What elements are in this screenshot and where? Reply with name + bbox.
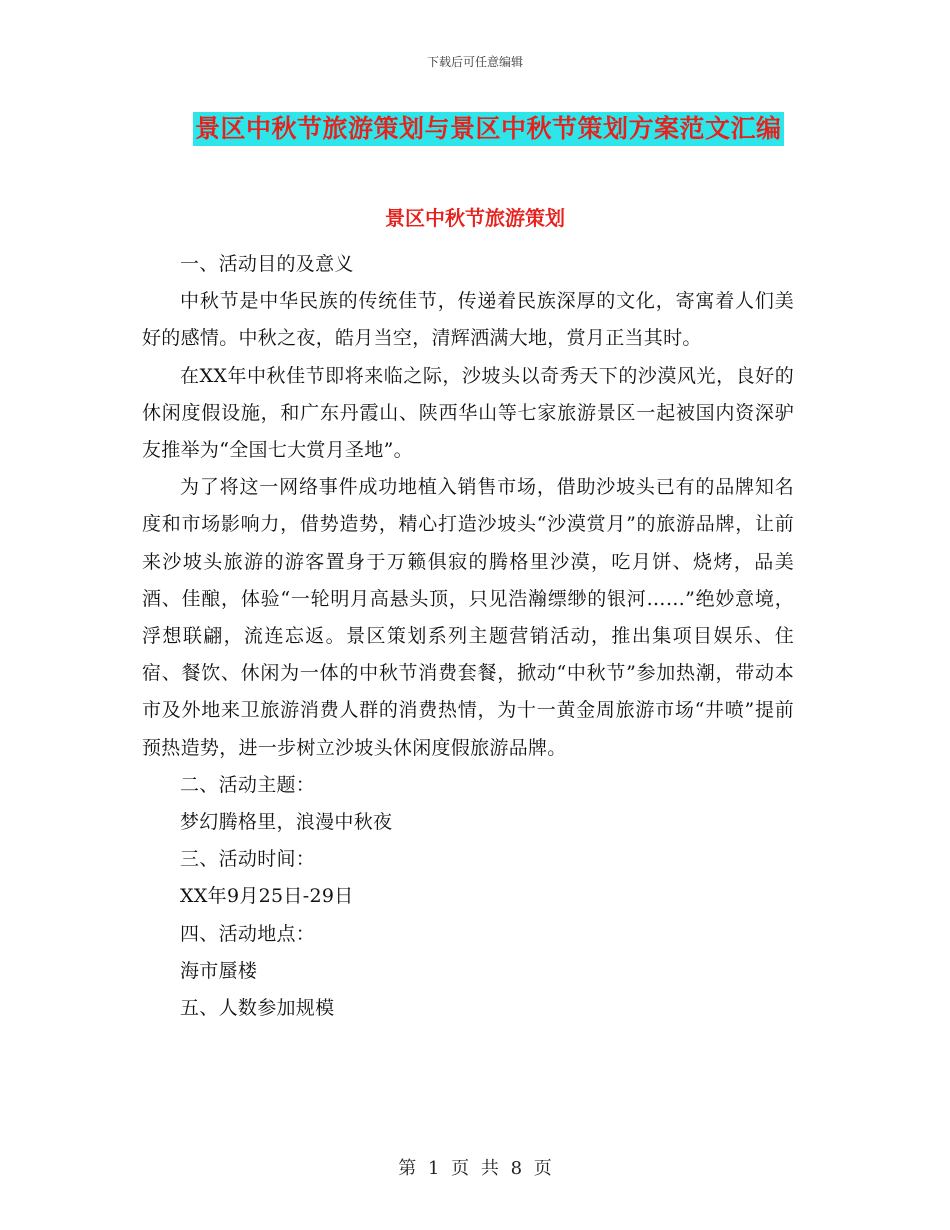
time-text: XX年9月25日-29日 bbox=[180, 885, 354, 908]
heading-location: 四、活动地点： bbox=[180, 922, 316, 945]
theme-text: 梦幻腾格里，浪漫中秋夜 bbox=[180, 811, 393, 834]
main-title-highlight bbox=[193, 112, 784, 146]
main-title: 景区中秋节旅游策划与景区中秋节策划方案范文汇编 bbox=[195, 114, 782, 143]
header-note: 下载后可任意编辑 bbox=[426, 55, 523, 69]
heading-theme: 二、活动主题： bbox=[180, 773, 316, 796]
paragraph-background: 在XX年中秋佳节即将来临之际，沙坡头以奇秀天下的沙漠风光，良好的休闲度假设施，和广东丹霞山、陕西华山等七家旅游景区一起被国内资深驴友推举为“全国七大赏月圣地”。 bbox=[142, 364, 794, 462]
paragraph-strategy: 为了将这一网络事件成功地植入销售市场，借助沙坡头已有的品牌知名度和市场影响力，借势造势，精心打造沙坡头“沙漠赏月”的旅游品牌，让前来沙坡头旅游的游客置身于万籁俱寂的腾格里沙漠，吃月饼、烧烤，品美酒、佳酿，体验“一轮明月高悬头顶，只见浩瀚缥缈的银河……”绝妙意境，浮想联翩，流连忘返。景区策划系列主题营销活动，推出集项目娱乐、住宿、餐饮、休闲为一体的中秋节消费套餐，掀动“中秋节”参加热潮，带动本市及外地来卫旅游消费人群的消费热情，为十一黄金周旅游市场“井喷”提前预热造势，进一步树立沙坡头休闲度假旅游品牌。 bbox=[142, 476, 794, 759]
paragraph-intro: 中秋节是中华民族的传统佳节，传递着民族深厚的文化，寄寓着人们美好的感情。中秋之夜，皓月当空，清辉洒满大地，赏月正当其时。 bbox=[142, 290, 794, 350]
section-title: 景区中秋节旅游策划 bbox=[385, 206, 565, 230]
page-number: 第 1 页 共 8 页 bbox=[398, 1158, 552, 1179]
heading-purpose: 一、活动目的及意义 bbox=[180, 253, 354, 275]
heading-scale: 五、人数参加规模 bbox=[180, 997, 335, 1020]
document-body bbox=[142, 246, 794, 1027]
heading-time: 三、活动时间： bbox=[180, 848, 316, 871]
location-text: 海市蜃楼 bbox=[180, 959, 258, 982]
